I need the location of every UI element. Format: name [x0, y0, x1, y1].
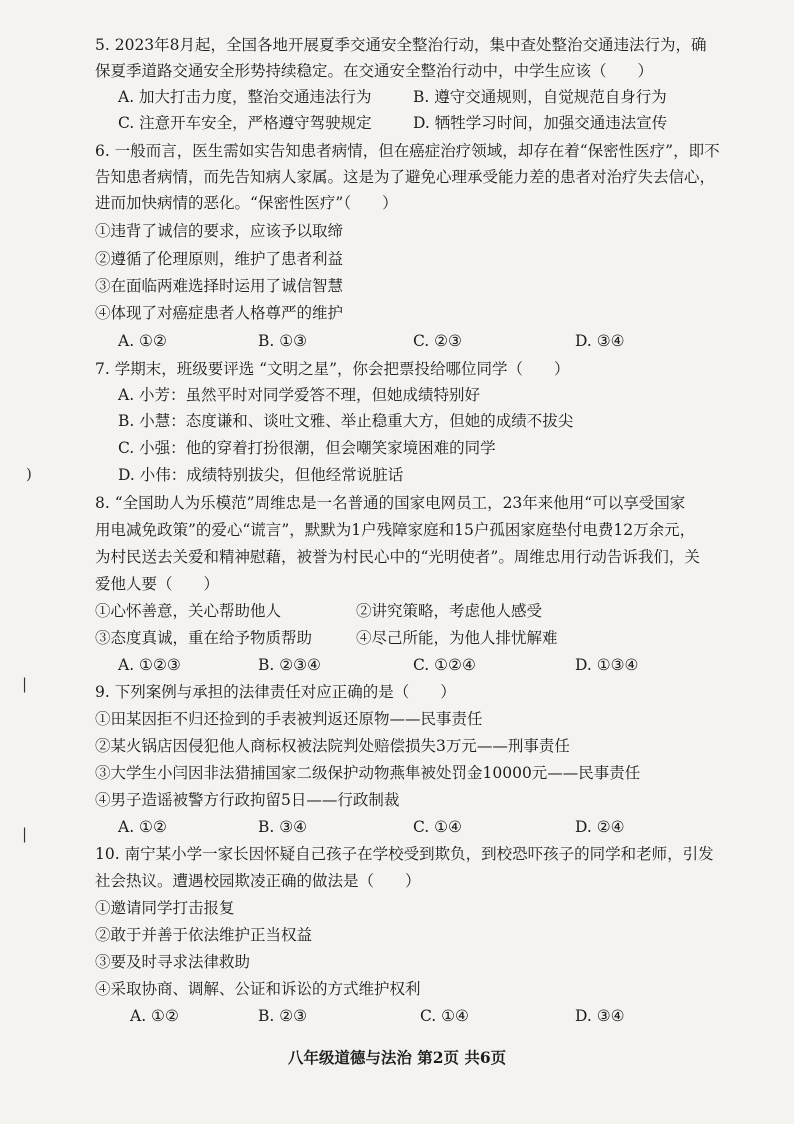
- q9-option-c: C. ①④: [413, 818, 462, 836]
- page-footer: 八年级道德与法治 第2页 共6页: [287, 1048, 507, 1067]
- q6-statement-1: ①违背了诚信的要求，应该予以取缔: [95, 222, 344, 240]
- q7-option-a: A. 小芳：虽然平时对同学爱答不理，但她成绩特别好: [118, 386, 481, 404]
- q6-statement-4: ④体现了对癌症患者人格尊严的维护: [95, 304, 344, 322]
- q8-stem-line-3: 为村民送去关爱和精神慰藉，被誉为村民心中的“光明使者”。周维忠用行动告诉我们，关: [95, 548, 700, 566]
- q8-option-a: A. ①②③: [118, 656, 181, 674]
- q7-option-b: B. 小慧：态度谦和、谈吐文雅、举止稳重大方，但她的成绩不拔尖: [118, 412, 574, 430]
- q5-stem-line-2: 保夏季道路交通安全形势持续稳定。在交通安全整治行动中，中学生应该（ ）: [95, 62, 654, 80]
- q8-statement-1: ①心怀善意，关心帮助他人: [95, 602, 282, 620]
- q5-stem-line-1: 5. 2023年8月起，全国各地开展夏季交通安全整治行动，集中查处整治交通违法行为，确: [95, 36, 707, 54]
- q8-option-b: B. ②③④: [258, 656, 321, 674]
- q9-statement-1: ①田某因拒不归还捡到的手表被判返还原物——民事责任: [95, 710, 483, 728]
- q7-option-c: C. 小强：他的穿着打扮很潮，但会嘲笑家境困难的同学: [118, 439, 496, 457]
- binding-margin-mark: |: [22, 675, 28, 693]
- q7-option-d: D. 小伟：成绩特别拔尖，但他经常说脏话: [118, 466, 404, 484]
- q5-option-d: D. 牺牲学习时间，加强交通违法宣传: [413, 114, 668, 132]
- q6-statement-2: ②遵循了伦理原则，维护了患者利益: [95, 250, 344, 268]
- q6-option-c: C. ②③: [413, 332, 462, 350]
- q9-statement-3: ③大学生小闫因非法猎捕国家二级保护动物燕隼被处罚金10000元——民事责任: [95, 764, 641, 782]
- q10-stem-line-1: 10. 南宁某小学一家长因怀疑自己孩子在学校受到欺负，到校恐吓孩子的同学和老师，引发: [95, 845, 714, 863]
- q10-stem-line-2: 社会热议。遭遇校园欺凌正确的做法是（ ）: [95, 872, 421, 890]
- q8-stem-line-1: 8. “全国助人为乐模范”周维忠是一名普通的国家电网员工，23年来他用“可以享受国家: [95, 494, 686, 512]
- q6-statement-3: ③在面临两难选择时运用了诚信智慧: [95, 277, 344, 295]
- q5-option-b: B. 遵守交通规则，自觉规范自身行为: [413, 88, 667, 106]
- q8-option-c: C. ①②④: [413, 656, 476, 674]
- q10-option-b: B. ②③: [258, 1007, 308, 1025]
- q6-stem-line-3: 进而加快病情的恶化。“保密性医疗”（ ）: [95, 194, 398, 212]
- q6-option-b: B. ①③: [258, 332, 308, 350]
- q6-stem-line-2: 告知患者病情，而先告知病人家属。这是为了避免心理承受能力差的患者对治疗失去信心，: [95, 168, 716, 186]
- q6-option-a: A. ①②: [118, 332, 167, 350]
- q6-option-d: D. ③④: [575, 332, 625, 350]
- q9-stem: 9. 下列案例与承担的法律责任对应正确的是（ ）: [95, 683, 456, 701]
- q8-statement-4: ④尽己所能，为他人排忧解难: [356, 629, 558, 647]
- binding-margin-mark: |: [22, 825, 28, 843]
- q10-statement-2: ②敢于并善于依法维护正当权益: [95, 926, 313, 944]
- q8-option-d: D. ①③④: [575, 656, 639, 674]
- q8-statement-3: ③态度真诚，重在给予物质帮助: [95, 629, 313, 647]
- q9-option-a: A. ①②: [118, 818, 167, 836]
- q8-statement-2: ②讲究策略，考虑他人感受: [356, 602, 543, 620]
- q10-option-d: D. ③④: [575, 1007, 625, 1025]
- q9-statement-2: ②某火锅店因侵犯他人商标权被法院判处赔偿损失3万元——刑事责任: [95, 737, 570, 755]
- q9-option-d: D. ②④: [575, 818, 625, 836]
- binding-margin-mark: ): [26, 465, 32, 483]
- q10-statement-1: ①邀请同学打击报复: [95, 899, 235, 917]
- q5-option-c: C. 注意开车安全，严格遵守驾驶规定: [118, 114, 372, 132]
- q10-statement-4: ④采取协商、调解、公证和诉讼的方式维护权利: [95, 980, 421, 998]
- q9-statement-4: ④男子造谣被警方行政拘留5日——行政制裁: [95, 791, 400, 809]
- q10-statement-3: ③要及时寻求法律救助: [95, 953, 251, 971]
- q8-stem-line-4: 爱他人要（ ）: [95, 575, 220, 593]
- q10-option-a: A. ①②: [130, 1007, 179, 1025]
- q10-option-c: C. ①④: [420, 1007, 469, 1025]
- q8-stem-line-2: 用电减免政策”的爱心“谎言”，默默为1户残障家庭和15户孤困家庭垫付电费12万余元，: [95, 521, 696, 539]
- q6-stem-line-1: 6. 一般而言，医生需如实告知患者病情，但在癌症治疗领域，却存在着“保密性医疗”，即不: [95, 142, 720, 160]
- q5-option-a: A. 加大打击力度，整治交通违法行为: [118, 88, 372, 106]
- q7-stem: 7. 学期末，班级要评选 “文明之星”，你会把票投给哪位同学（ ）: [95, 360, 570, 378]
- q9-option-b: B. ③④: [258, 818, 308, 836]
